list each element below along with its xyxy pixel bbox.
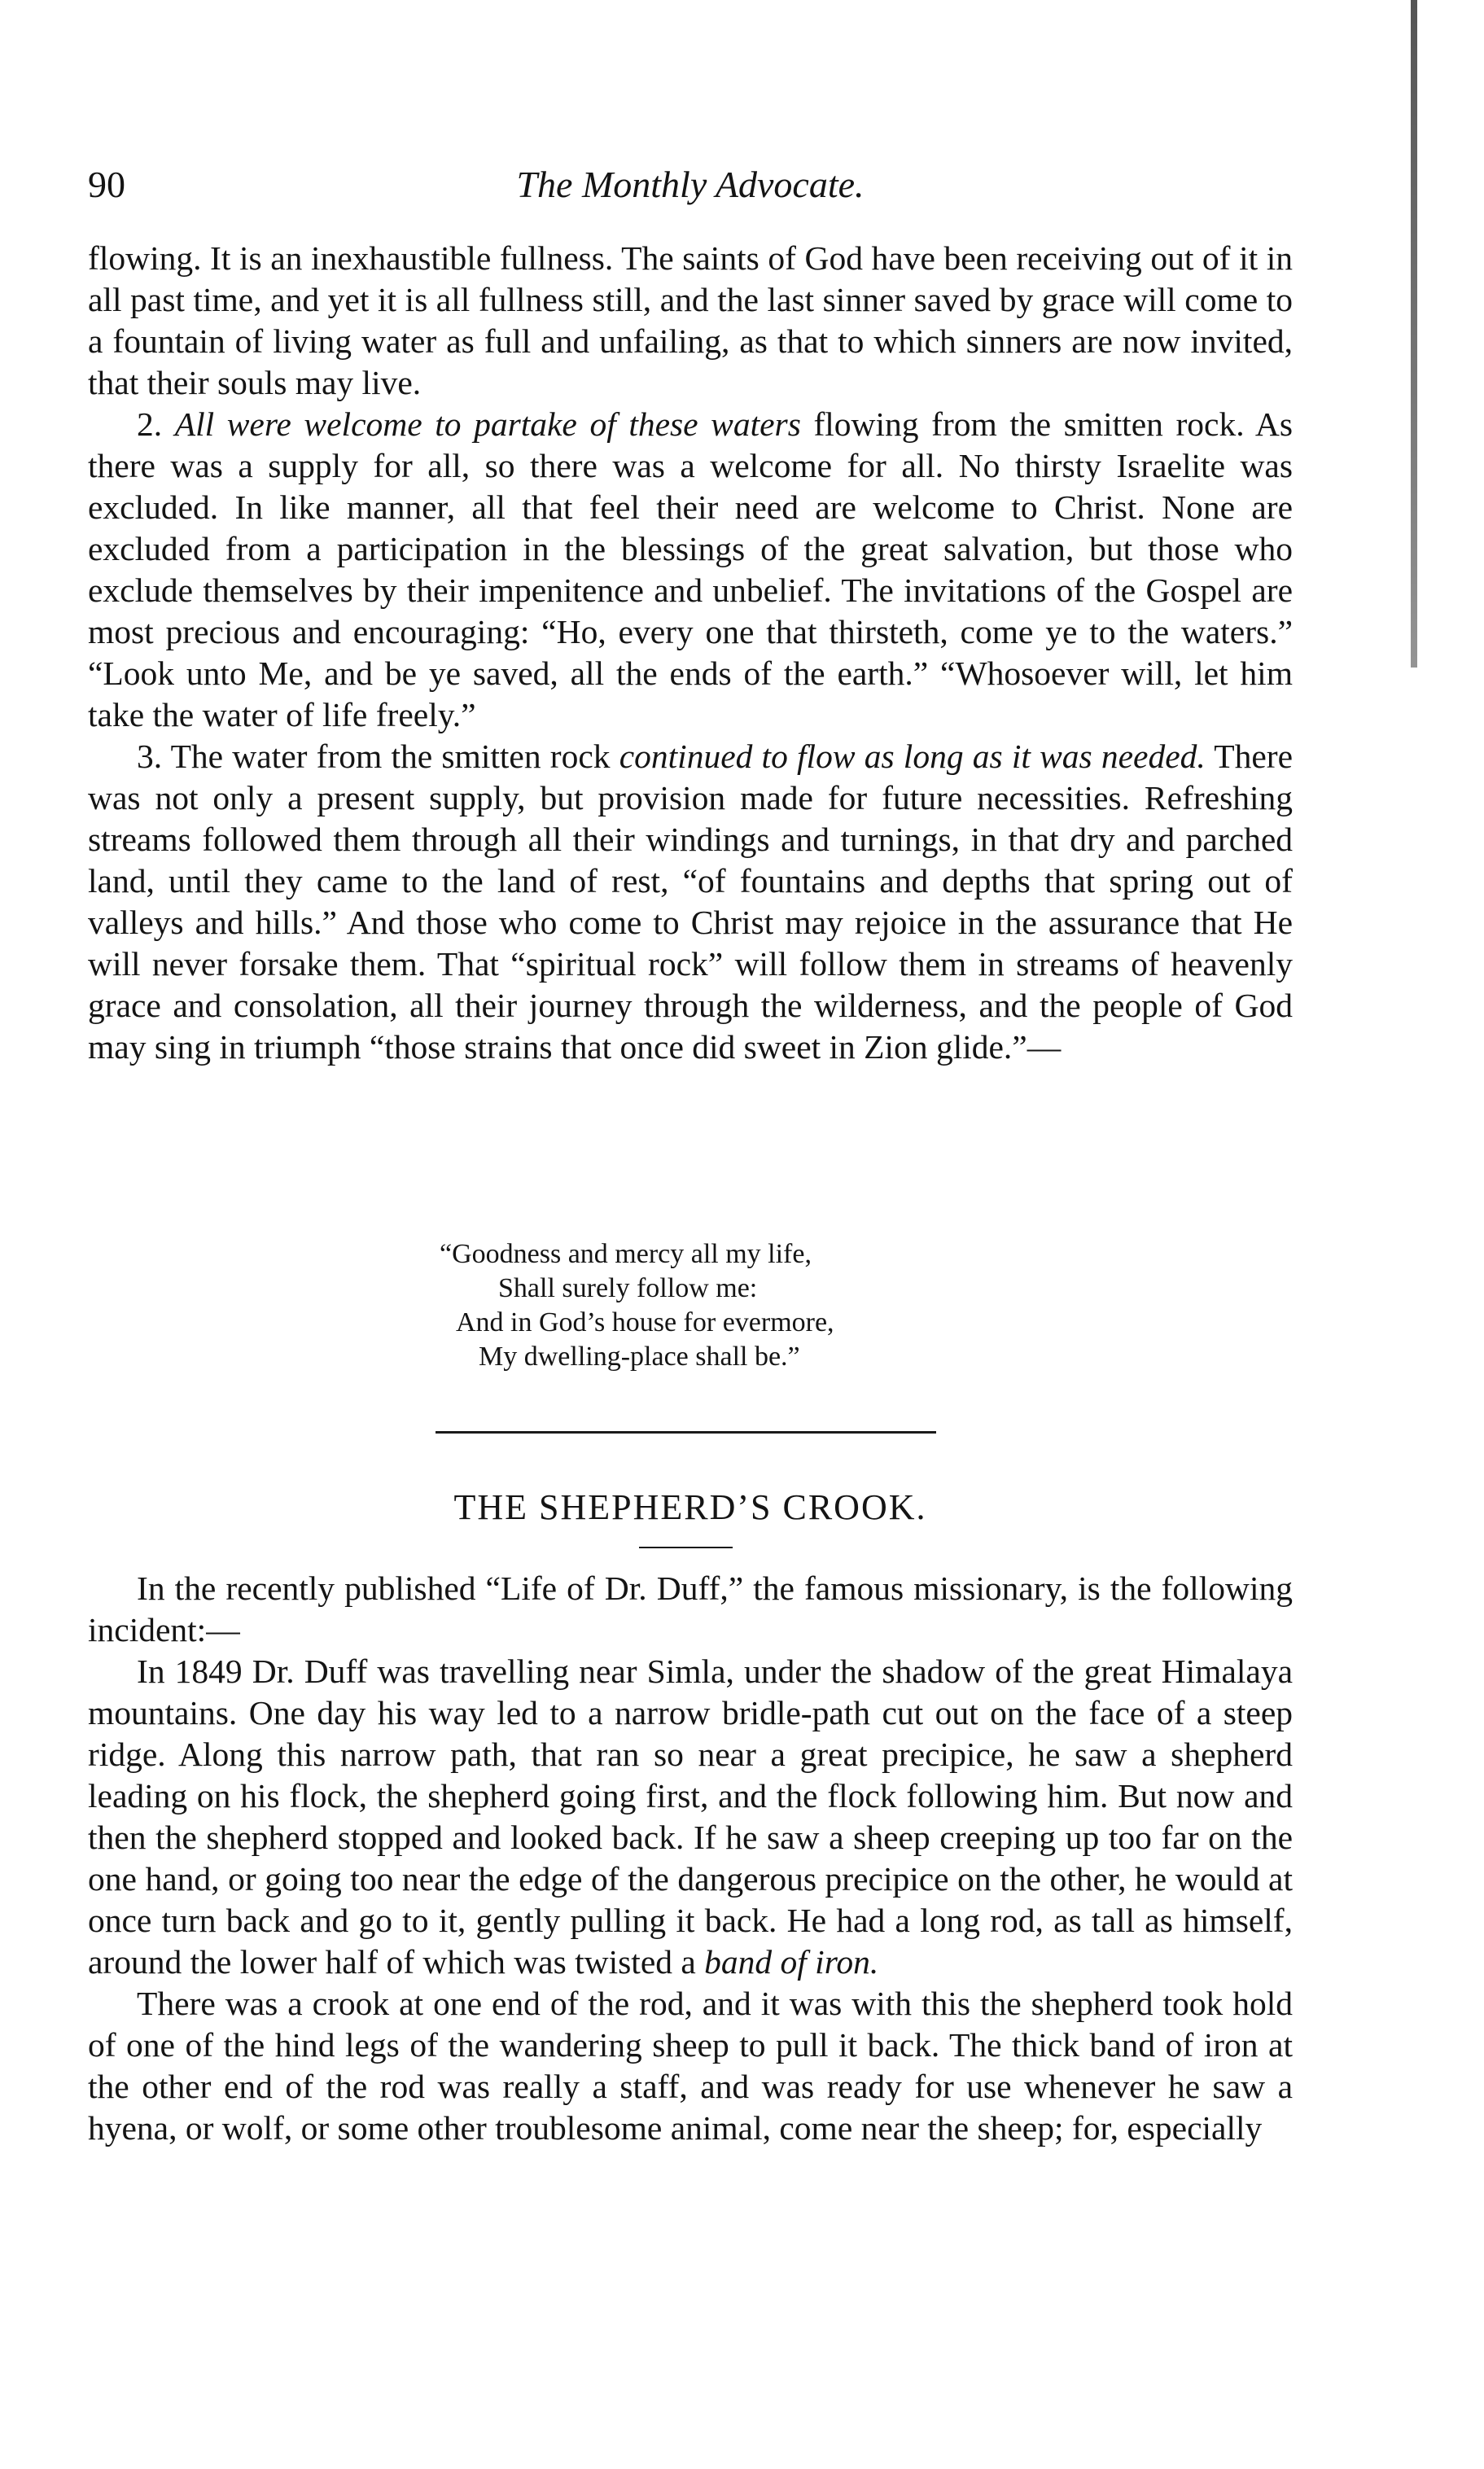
emphasis: All were welcome to partake of these waters	[174, 405, 801, 443]
poem-line: My dwelling-place shall be.”	[479, 1342, 800, 1372]
paragraph-number: 3.	[137, 738, 163, 775]
continued-text	[88, 238, 1293, 1068]
paragraph-text: In 1849 Dr. Duff was travelling near Simla, under the shadow of the great Himalaya mountains. One day his way led to a narrow bridle-path cut out on the face of a steep ridge. Along this narrow path, that ran so near a great precipice, he saw a shepherd leading on his flock, the shepherd going first, and the flock following him. But now and then the shepherd stopped and looked back. If he saw a sheep creeping up too far on the one hand, or going too near the edge of the dangerous precipice on the other, he would at once turn back and go to it, gently pulling it back. He had a long rod, as tall as himself, around the lower half of which was twisted a	[88, 1653, 1293, 1981]
paragraph-text: flowing from the smitten rock. As there was a supply for all, so there was a welcome for all. No thirsty Israelite was excluded. In like manner, all that feel their need are welcome to Christ. None are excluded from a participation in the blessings of the great salvation, but those who exclude themselves by their impenitence and unbelief. The invitations of the Gospel are most precious and encouraging: “Ho, every one that thirsteth, come ye to the waters.” “Look unto Me, and be ye saved, all the ends of the earth.” “Whosoever will, let him take the water of life freely.”	[88, 405, 1294, 733]
article-body	[88, 1568, 1293, 2149]
page-edge-shadow	[1411, 0, 1417, 668]
title-rule	[639, 1547, 733, 1548]
paragraph: There was a crook at one end of the rod, and it was with this the shepherd took hold of one of the hind legs of the wandering sheep to pull it back. The thick band of iron at the other end of the rod was really a staff, and was ready for use whenever he saw a hyena, or wolf, or some other troublesome animal, come near the sheep; for, especially	[88, 1985, 1293, 2147]
poem-line: Shall surely follow me:	[498, 1273, 758, 1303]
poem-quote	[440, 1237, 1058, 1374]
paragraph: flowing. It is an inexhaustible fullness. The saints of God have been receiving out of it in all past time, and yet it is all fullness still, and the last sinner saved by grace will come to a fountain of living water as full and unfailing, as that to which sinners are now invited, that their souls may live.	[88, 239, 1293, 401]
paragraph-number: 2.	[137, 405, 163, 443]
paragraph	[88, 736, 1293, 1068]
paragraph-text: There was not only a present supply, but provision made for future necessities. Refreshing streams followed them through all their windings and turnings, in that dry and parched land, until they came to the land of rest, “of fountains and depths that spring out of valleys and hills.” And those who come to Christ may rejoice in the assurance that He will never forsake them. That “spiritual rock” will follow them in streams of heavenly grace and consolation, all their journey through the wilderness, and the people of God may sing in triumph “those strains that once did sweet in Zion glide.”—	[88, 738, 1293, 1066]
poem-line: “Goodness and mercy all my life,	[440, 1239, 812, 1269]
article-title: THE SHEPHERD’S CROOK.	[453, 1487, 927, 1527]
emphasis: band of iron.	[704, 1943, 879, 1981]
running-title: The Monthly Advocate.	[516, 164, 865, 205]
paragraph-text: The water from the smitten rock	[170, 738, 611, 775]
paragraph	[88, 1651, 1293, 1983]
emphasis: continued to flow as long as it was needed.	[619, 738, 1206, 775]
page-number: 90	[88, 164, 125, 205]
poem-line: And in God’s house for evermore,	[456, 1307, 834, 1337]
section-divider	[436, 1431, 936, 1434]
page-header	[88, 163, 1293, 220]
paragraph: In the recently published “Life of Dr. Duff,” the famous missionary, is the following incident:—	[88, 1569, 1293, 1648]
paragraph	[88, 404, 1293, 736]
